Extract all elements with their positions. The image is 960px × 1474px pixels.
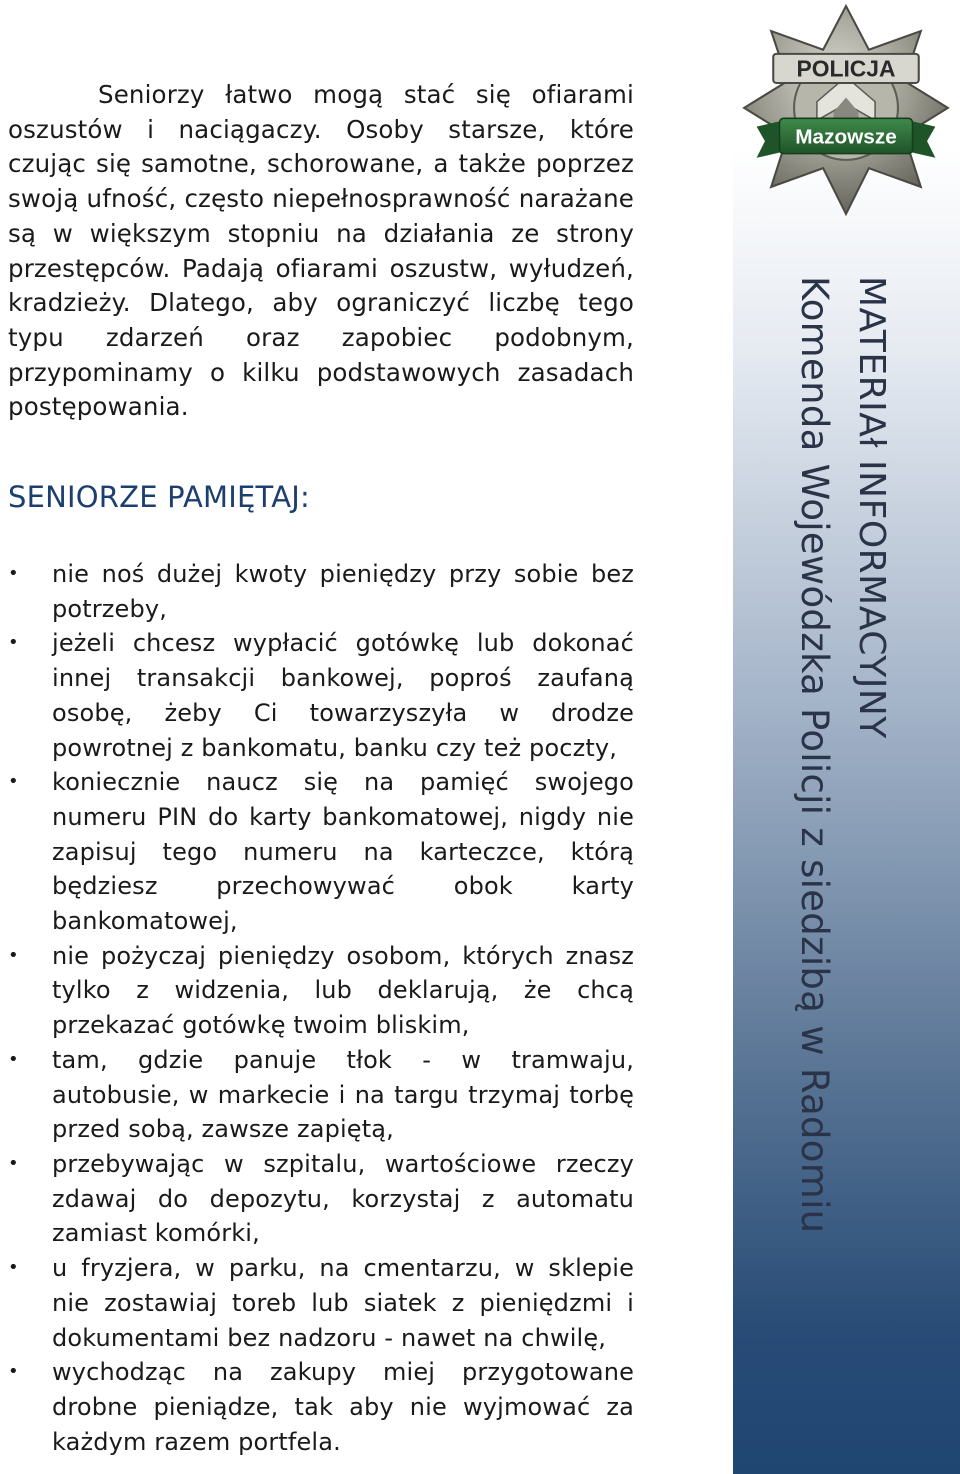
list-item: • nie noś dużej kwoty pieniędzy przy sobie bez potrzeby, (8, 557, 634, 626)
side-title: MATERIAł INFORMACYJNY (851, 276, 892, 739)
list-item: • jeżeli chcesz wypłacić gotówkę lub dokonać innej transakcji bankowej, poproś zaufaną osobę, żeby Ci towarzyszyła w drodze powrotnej z bankomatu, banku czy też poczty, (8, 626, 634, 765)
advice-list (8, 557, 634, 1459)
list-item: • nie pożyczaj pieniędzy osobom, których znasz tylko z widzenia, lub deklarują, że chcą przekazać gotówkę twoim bliskim, (8, 939, 634, 1043)
police-badge-icon (742, 4, 950, 216)
list-item: • przebywając w szpitalu, wartościowe rzeczy zdawaj do depozytu, korzystaj z automatu zamiast komórki, (8, 1147, 634, 1251)
bullet-icon: • (8, 1152, 19, 1174)
list-item: • u fryzjera, w parku, na cmentarzu, w sklepie nie zostawiaj toreb lub siatek z pieniędzmi i dokumentami bez nadzoru - nawet na chwilę, (8, 1251, 634, 1355)
badge-top-label: POLICJA (796, 55, 896, 82)
intro-paragraph: Seniorzy łatwo mogą stać się ofiarami oszustów i naciągaczy. Osoby starsze, które czując się samotne, schorowane, a także poprzez swoją ufność, często niepełnosprawność narażane są w większym stopniu na działania ze strony przestępców. Padają ofiarami oszustw, wyłudzeń, kradzieży. Dlatego, aby ograniczyć liczbę tego typu zdarzeń oraz zapobiec podobnym, przypominamy o kilku podstawowych zasadach postępowania. (8, 80, 634, 422)
bullet-icon: • (8, 1257, 19, 1279)
bullet-icon: • (8, 1361, 19, 1383)
bullet-icon: • (8, 563, 19, 585)
bullet-icon: • (8, 632, 19, 654)
main-content (8, 78, 634, 1459)
bullet-icon: • (8, 944, 19, 966)
bullet-icon: • (8, 1048, 19, 1070)
list-item: • wychodząc na zakupy miej przygotowane drobne pieniądze, tak aby nie wyjmować za każdym razem portfela. (8, 1355, 634, 1459)
list-item: • tam, gdzie panuje tłok - w tramwaju, autobusie, w markecie i na targu trzymaj torbę przed sobą, zawsze zapiętą, (8, 1043, 634, 1147)
badge-region-label: Mazowsze (795, 125, 897, 149)
list-item: • koniecznie naucz się na pamięć swojego numeru PIN do karty bankomatowej, nigdy nie zapisuj tego numeru na karteczce, którą będziesz przechowywać obok karty bankomatowej, (8, 765, 634, 939)
side-subtitle: Komenda Wojewódzka Policji z siedzibą w Radomiu (793, 276, 836, 1234)
bullet-icon: • (8, 771, 19, 793)
section-heading: SENIORZE PAMIĘTAJ: (8, 480, 310, 515)
side-panel (733, 0, 960, 1474)
